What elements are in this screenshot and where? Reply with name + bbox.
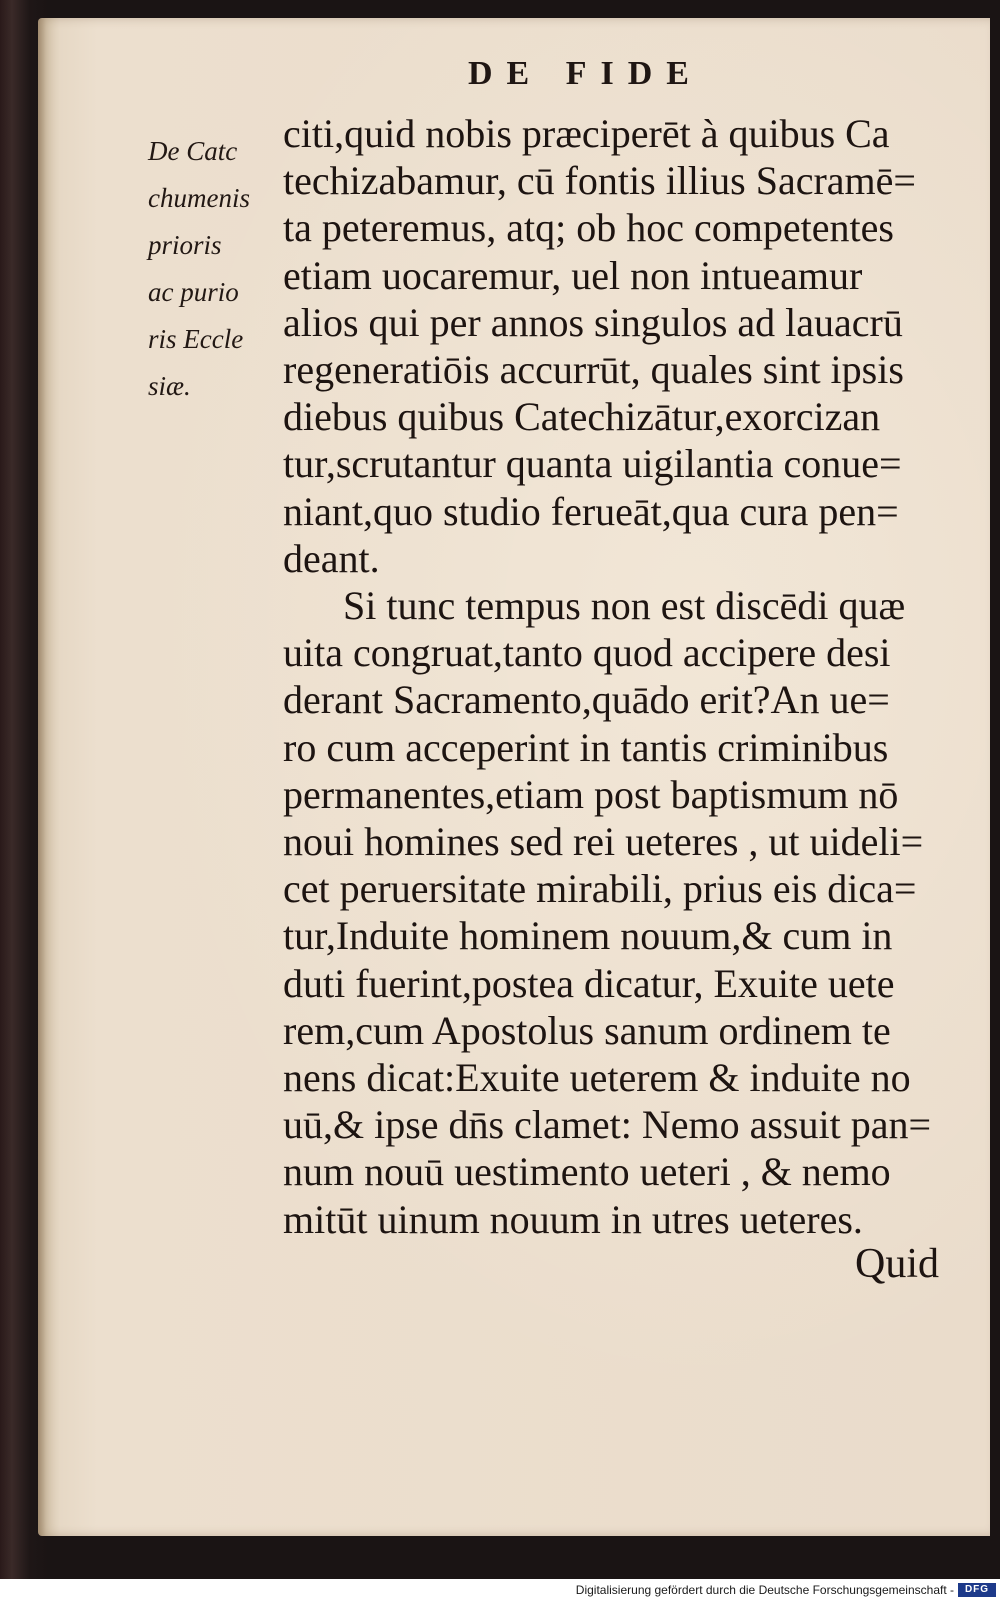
marginal-note-line: chumenis <box>148 183 250 213</box>
body-text <box>283 110 963 1243</box>
text-line: diebus quibus Catechizātur,exorcizan <box>283 394 881 440</box>
paragraph-start-line: Si tunc tempus non est discēdi quæ <box>343 583 906 629</box>
text-line: citi,quid nobis præciperēt à quibus Ca <box>283 111 890 156</box>
text-line: duti fuerint,postea dicatur, Exuite uete <box>283 960 895 1006</box>
text-line: deant. <box>283 535 380 581</box>
catchword: Quid <box>855 1241 939 1287</box>
text-line: derant Sacramento,quādo erit?An ue= <box>283 677 890 723</box>
marginal-note <box>148 128 278 410</box>
marginal-note-line: De Catc <box>148 136 238 166</box>
text-line: niant,quo studio ferueāt,qua cura pen= <box>283 488 899 534</box>
credit-text: Digitalisierung gefördert durch die Deutsche Forschungsgemeinschaft - <box>575 1583 954 1597</box>
text-line: cet peruersitate mirabili, prius eis dica= <box>283 866 917 912</box>
marginal-note-line: prioris <box>148 230 222 260</box>
text-line: permanentes,etiam post baptismum nō <box>283 771 899 817</box>
text-line: etiam uocaremur, uel non intueamur <box>283 252 863 298</box>
text-line: techizabamur, cū fontis illius Sacramē= <box>283 158 916 204</box>
text-line: rem,cum Apostolus sanum ordinem te <box>283 1007 891 1053</box>
text-line: mitūt uinum nouum in utres ueteres. <box>283 1196 863 1242</box>
text-line: tur,scrutantur quanta uigilantia conue= <box>283 441 902 487</box>
digitization-credit-bar <box>0 1579 1000 1601</box>
text-line: nens dicat:Exuite ueterem & induite no <box>283 1055 911 1101</box>
text-line: uū,& ipse dn̄s clamet: Nemo assuit pan= <box>283 1102 932 1148</box>
text-line: ta peteremus, atq; ob hoc competentes <box>283 205 894 251</box>
marginal-note-line: ac purio <box>148 277 239 307</box>
running-head: DE FIDE <box>468 55 703 92</box>
text-line: uita congruat,tanto quod accipere desi <box>283 630 891 676</box>
text-line: num nouū uestimento ueteri , & nemo <box>283 1149 891 1195</box>
text-line: tur,Induite hominem nouum,& cum in <box>283 913 893 959</box>
text-line: alios qui per annos singulos ad lauacrū <box>283 299 903 345</box>
text-line: noui homines sed rei ueteres , ut uideli= <box>283 819 924 865</box>
text-line: regeneratiōis accurrūt, quales sint ipsis <box>283 347 904 393</box>
marginal-note-line: siæ. <box>148 371 191 401</box>
marginal-note-line: ris Eccle <box>148 324 244 354</box>
dfg-logo: DFG <box>958 1583 996 1597</box>
text-line: ro cum acceperint in tantis criminibus <box>283 724 889 770</box>
